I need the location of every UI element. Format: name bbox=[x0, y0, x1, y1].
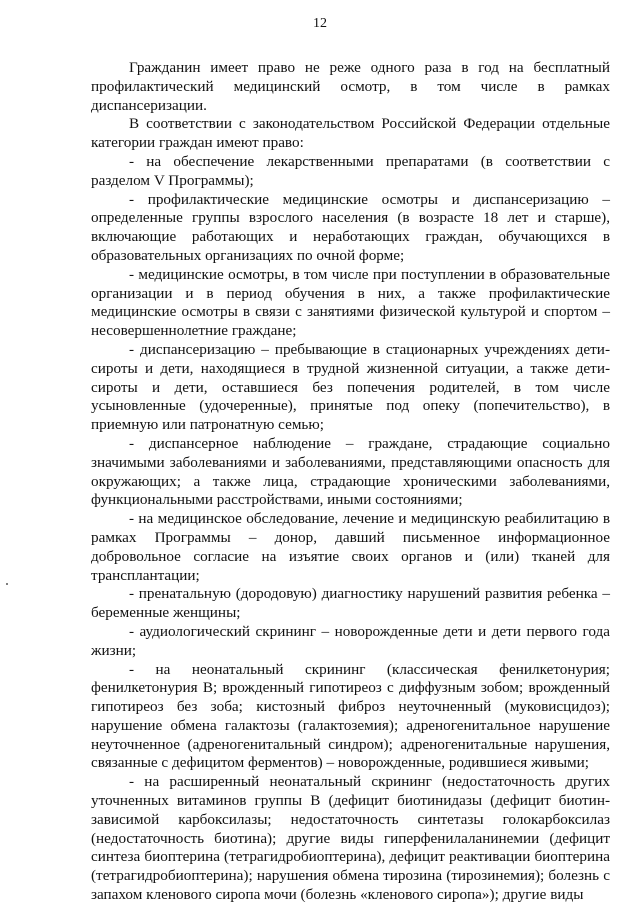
scan-speck bbox=[6, 583, 8, 585]
paragraph-preventive-exam-right: Гражданин имеет право не реже одного раза в год на бесплатный профилактический медицинский осмотр, в том числе в рамках диспансеризации. bbox=[91, 59, 610, 114]
list-item-extended-neonatal-screening: - на расширенный неонатальный скрининг (недостаточность других уточненных витаминов группы B (дефицит биотинидазы (дефицит биотин-зависимой карбоксилазы; недостаточность синтетазы голокарбоксилаз (недостаточность биотина); другие виды гиперфенилаланинемии (дефицит синтеза биоптерина (тетрагидробиоптерина), дефицит реактивации биоптерина (тетрагидробиоптерина); нарушения обмена тирозина (тирозинемия); болезнь с запахом кленового сиропа мочи (болезнь «кленового сиропа»); другие виды bbox=[91, 773, 610, 904]
list-item-audiological-screening: - аудиологический скрининг – новорожденные дети и дети первого года жизни; bbox=[91, 622, 610, 659]
list-item-medicines: - на обеспечение лекарственными препаратами (в соответствии с разделом V Программы); bbox=[91, 152, 610, 189]
list-item-dispensary-observation: - диспансерное наблюдение – граждане, страдающие социально значимыми заболеваниями и заболеваниями, представляющими опасность для окружающих; а также лица, страдающие хроническими заболеваниями, функциональными расстройствами, иными состояниями; bbox=[91, 434, 610, 509]
list-item-orphan-screening: - диспансеризацию – пребывающие в стационарных учреждениях дети-сироты и дети, находящиеся в трудной жизненной ситуации, а также дети-сироты и дети, оставшиеся без попечения родителей, в том числе усыновленные (удочеренные), принятые под опеку (попечительство), в приемную или патронатную семью; bbox=[91, 340, 610, 434]
page-number: 12 bbox=[313, 16, 327, 31]
list-item-neonatal-screening: - на неонатальный скрининг (классическая фенилкетонурия; фенилкетонурия B; врожденный гипотиреоз с диффузным зобом; врожденный гипотиреоз без зоба; кистозный фиброз неуточненный (муковисцидоз); нарушение обмена галактозы (галактоземия); адреногенитальное нарушение неуточненное (адреногенитальный синдром); адреногенитальные нарушения, связанные с дефицитом ферментов) – новорожденные, родившиеся живыми; bbox=[91, 660, 610, 772]
paragraph-categories-intro: В соответствии с законодательством Российской Федерации отдельные категории граждан имеют право: bbox=[91, 115, 610, 152]
document-body bbox=[91, 59, 610, 905]
list-item-minor-exams: - медицинские осмотры, в том числе при поступлении в образовательные организации и в период обучения в них, а также профилактические медицинские осмотры в связи с занятиями физической культурой и спортом – несовершеннолетние граждане; bbox=[91, 265, 610, 340]
list-item-donor-rehabilitation: - на медицинское обследование, лечение и медицинскую реабилитацию в рамках Программы – донор, давший письменное информационное добровольное согласие на изъятие своих органов и (или) тканей для трансплантации; bbox=[91, 510, 610, 584]
list-item-prenatal-diagnostics: - пренатальную (дородовую) диагностику нарушений развития ребенка – беременные женщины; bbox=[91, 585, 610, 622]
list-item-adult-screening: - профилактические медицинские осмотры и диспансеризацию – определенные группы взрослого населения (в возрасте 18 лет и старше), включающие работающих и неработающих граждан, обучающихся в образовательных организациях по очной форме; bbox=[91, 190, 610, 264]
